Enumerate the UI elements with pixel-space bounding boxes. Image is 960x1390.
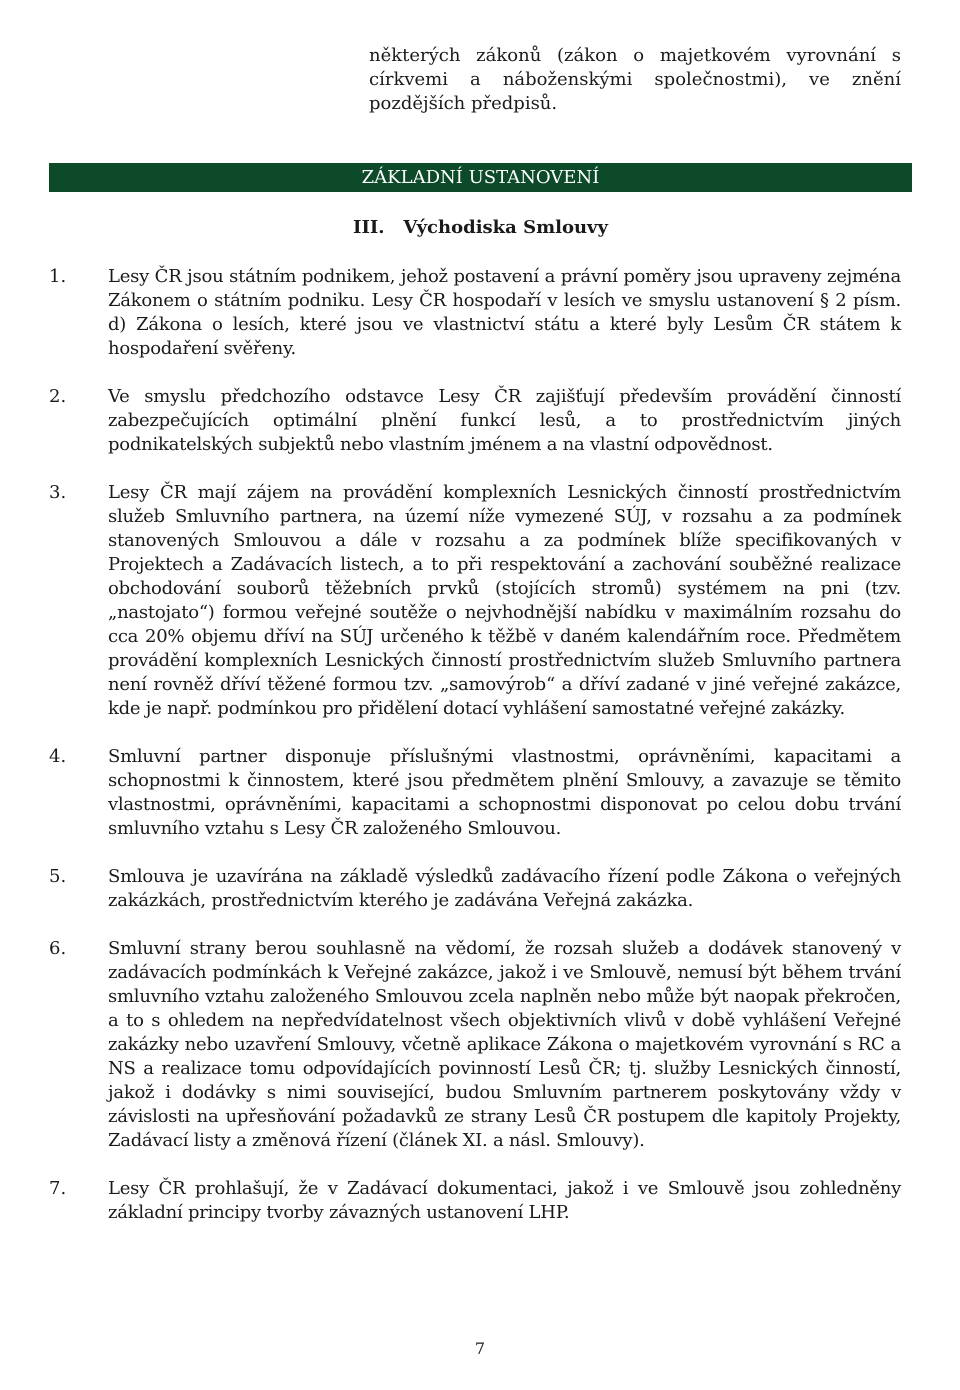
article-items xyxy=(49,265,901,1249)
list-item xyxy=(49,745,901,841)
item-text: Ve smyslu předchozího odstavce Lesy ČR zajišťují především provádění činností zabezpečujících optimální plnění funkcí lesů, a to prostřednictvím jiných podnikatelských subjektů nebo vlastním jménem a na vlastní odpovědnost. xyxy=(108,386,901,455)
intro-paragraph: některých zákonů (zákon o majetkovém vyrovnání s církvemi a náboženskými společnostmi), ve znění pozdějších předpisů. xyxy=(369,45,901,114)
list-item xyxy=(49,481,901,721)
item-number: 4. xyxy=(49,746,67,767)
item-text: Lesy ČR mají zájem na provádění komplexních Lesnických činností prostřednictvím služeb Smluvního partnera, na území níže vymezené SÚJ, v rozsahu a za podmínek stanovených Smlouvou a dále v rozsahu a za podmínek blíže specifikovaných v Projektech a Zadávacích listech, a to při respektování a zachování souběžné realizace obchodování souborů těžebních prvků (stojících stromů) systémem na pni (tzv. „nastojato“) formou veřejné soutěže o nejvhodnější nabídku v maximálním rozsahu do cca 20% objemu dříví na SÚJ určeného k těžbě v daném kalendářním roce. Předmětem provádění komplexních Lesnických činností prostřednictvím služeb Smluvního partnera není rovněž dříví těžené formou tzv. „samovýrob“ a dříví zadané v jiné veřejné zakázce, kde je např. podmínkou pro přidělení dotací vyhlášení samostatné veřejné zakázky. xyxy=(108,482,901,719)
item-text: Smlouva je uzavírána na základě výsledků zadávacího řízení podle Zákona o veřejných zakázkách, prostřednictvím kterého je zadávána Veřejná zakázka. xyxy=(108,866,901,911)
item-number: 6. xyxy=(49,938,67,959)
list-item xyxy=(49,865,901,913)
list-item xyxy=(49,1177,901,1225)
item-number: 3. xyxy=(49,482,67,503)
item-text: Smluvní strany berou souhlasně na vědomí, že rozsah služeb a dodávek stanovený v zadávacích podmínkách k Veřejné zakázce, jakož i ve Smlouvě, nemusí být během trvání smluvního vztahu založeného Smlouvou zcela naplněn nebo může být naopak překročen, a to s ohledem na nepředvídatelnost všech objektivních vlivů v době vyhlášení Veřejné zakázky nebo uzavření Smlouvy, včetně aplikace Zákona o majetkovém vyrovnání s RC a NS a realizace tomu odpovídajících povinností Lesů ČR; tj. služby Lesnických činností, jakož i dodávky s nimi související, budou Smluvním partnerem poskytovány vždy v závislosti na upřesňování požadavků ze strany Lesů ČR postupem dle kapitoly Projekty, Zadávací listy a změnová řízení (článek XI. a násl. Smlouvy). xyxy=(108,938,901,1151)
item-number: 5. xyxy=(49,866,67,887)
item-text: Lesy ČR prohlašují, že v Zadávací dokumentaci, jakož i ve Smlouvě jsou zohledněny základní principy tvorby závazných ustanovení LHP. xyxy=(108,1178,901,1223)
item-number: 7. xyxy=(49,1178,67,1199)
section-title-banner: ZÁKLADNÍ USTANOVENÍ xyxy=(49,163,912,192)
list-item xyxy=(49,937,901,1153)
page-number: 7 xyxy=(474,1339,486,1358)
item-number: 1. xyxy=(49,266,67,287)
item-text: Lesy ČR jsou státním podnikem, jehož postavení a právní poměry jsou upraveny zejména Zákonem o státním podniku. Lesy ČR hospodaří v lesích ve smyslu ustanovení § 2 písm. d) Zákona o lesích, které jsou ve vlastnictví státu a které byly Lesům ČR státem k hospodaření svěřeny. xyxy=(108,266,901,359)
list-item xyxy=(49,265,901,361)
list-item xyxy=(49,385,901,457)
article-heading: III. Východiska Smlouvy xyxy=(353,217,608,238)
item-text: Smluvní partner disponuje příslušnými vlastnostmi, oprávněními, kapacitami a schopnostmi k činnostem, které jsou předmětem plnění Smlouvy, a zavazuje se těmito vlastnostmi, oprávněními, kapacitami a schopnostmi disponovat po celou dobu trvání smluvního vztahu s Lesy ČR založeného Smlouvou. xyxy=(108,746,901,839)
item-number: 2. xyxy=(49,386,67,407)
